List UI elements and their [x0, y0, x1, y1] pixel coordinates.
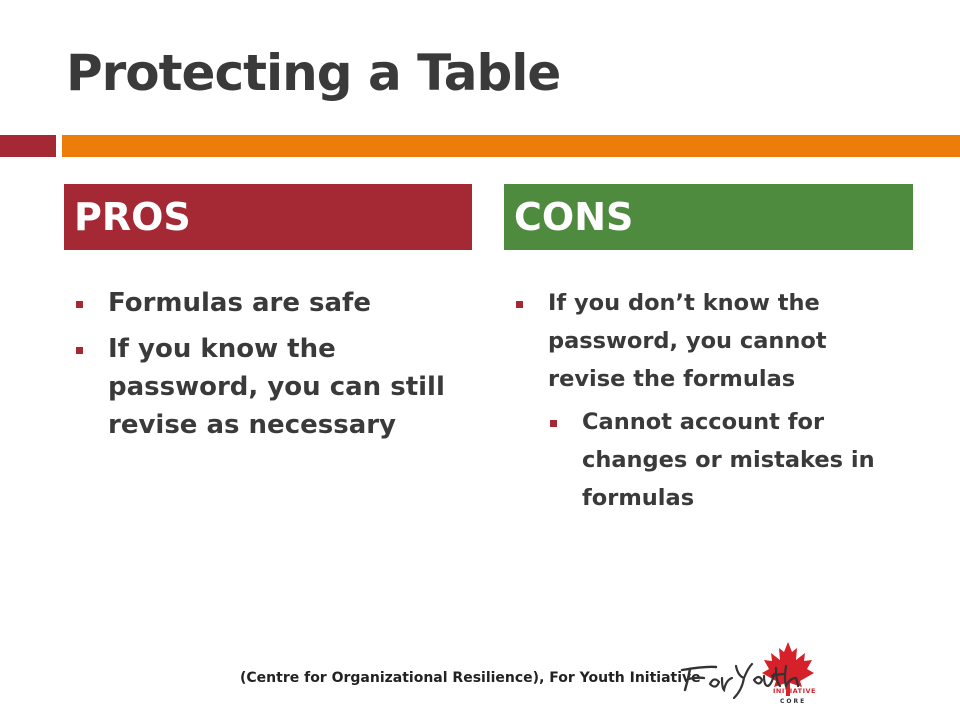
title-rule-red [0, 135, 56, 157]
cons-item [514, 284, 904, 398]
slide-title: Protecting a Table [66, 44, 561, 102]
pros-item [74, 330, 454, 444]
pros-header: PROS [64, 184, 472, 250]
cons-header: CONS [504, 184, 913, 250]
cons-list [514, 284, 904, 522]
pros-list [74, 284, 454, 452]
bullet-square-icon [76, 301, 83, 308]
bullet-square-icon [550, 420, 557, 427]
pros-item-text: Formulas are safe [108, 288, 371, 318]
svg-text:INITIATIVE: INITIATIVE [773, 687, 816, 695]
svg-text:CORE: CORE [780, 698, 807, 705]
bullet-square-icon [516, 301, 523, 308]
pros-item [74, 284, 454, 322]
pros-item-text: If you know the password, you can still revise as necessary [108, 334, 445, 440]
cons-sub-item [548, 403, 904, 517]
bullet-square-icon [76, 347, 83, 354]
for-youth-initiative-logo [676, 636, 820, 706]
cons-sub-item-text: Cannot account for changes or mistakes in formulas [582, 409, 875, 511]
title-rule-orange [62, 135, 960, 157]
cons-item-text: If you don’t know the password, you cannot revise the formulas [548, 290, 827, 392]
footer-credit: (Centre for Organizational Resilience), For Youth Initiative [240, 670, 701, 686]
